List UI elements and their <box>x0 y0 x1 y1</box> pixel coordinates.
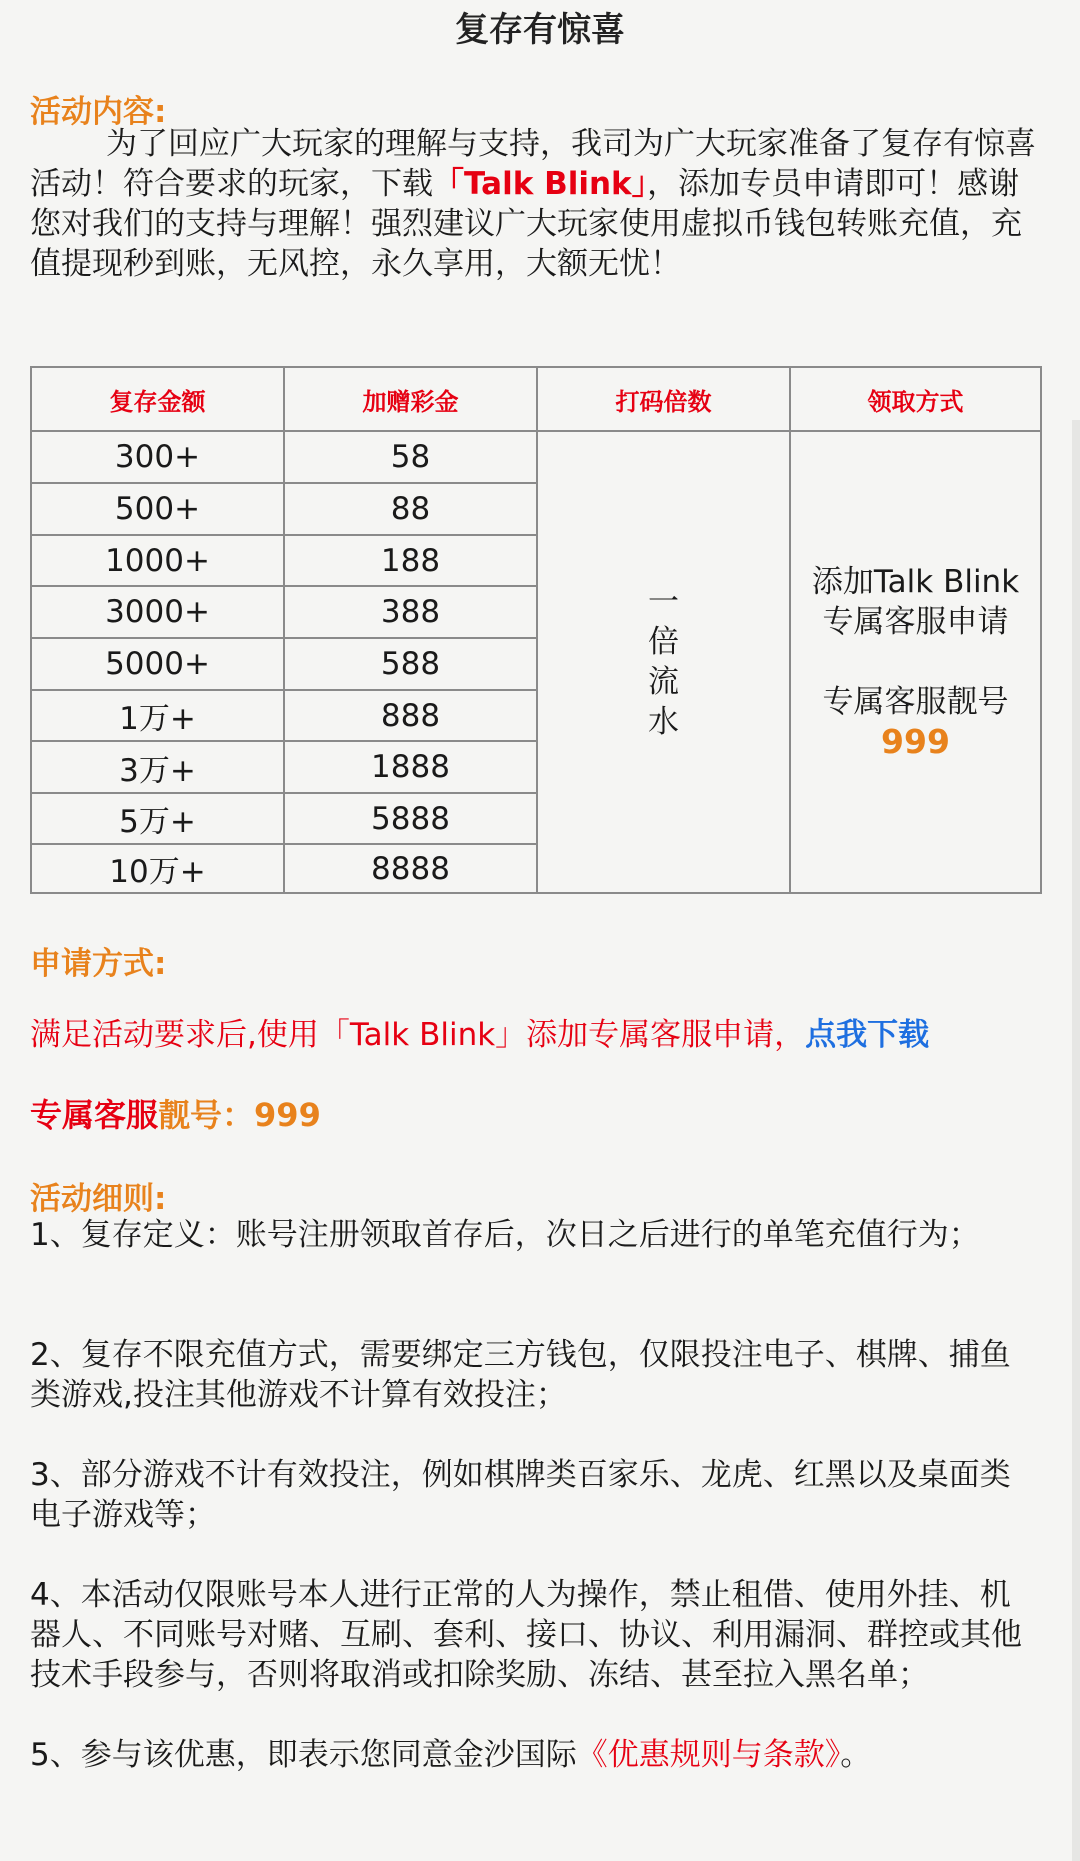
table-cell-amount: 300+ <box>32 432 285 484</box>
table-cell-bonus: 588 <box>285 639 538 691</box>
table-cell-bonus: 1888 <box>285 742 538 794</box>
table-cell-amount: 1000+ <box>32 536 285 587</box>
header-claim-method: 领取方式 <box>791 368 1040 432</box>
table-cell-bonus: 5888 <box>285 794 538 845</box>
multiplier-char: 流 <box>648 664 679 700</box>
table-cell-amount: 3万+ <box>32 742 285 794</box>
claim-number: 999 <box>881 722 950 761</box>
content-heading: 活动内容: <box>30 94 167 130</box>
claim-method-cell <box>791 432 1040 892</box>
claim-line-3: 专属客服靓号 <box>822 684 1009 720</box>
table-cell-bonus: 58 <box>285 432 538 484</box>
content-paragraph <box>30 124 1040 284</box>
rule-3: 3、部分游戏不计有效投注，例如棋牌类百家乐、龙虎、红黑以及桌面类电子游戏等； <box>30 1457 1011 1533</box>
rules-heading: 活动细则: <box>30 1181 167 1217</box>
table-cell-amount: 1万+ <box>32 691 285 742</box>
table-cell-bonus: 188 <box>285 536 538 587</box>
header-multiplier: 打码倍数 <box>538 368 791 432</box>
table-cell-amount: 10万+ <box>32 845 285 892</box>
rule-2: 2、复存不限充值方式，需要绑定三方钱包，仅限投注电子、棋牌、捕鱼类游戏,投注其他游戏不计算有效投注； <box>30 1337 1011 1413</box>
vip-label-orange: 靓号： <box>158 1096 255 1134</box>
table-cell-bonus: 88 <box>285 484 538 536</box>
apply-heading: 申请方式: <box>30 946 167 982</box>
bonus-table <box>30 366 1042 894</box>
table-cell-amount: 5000+ <box>32 639 285 691</box>
multiplier-cell <box>538 432 791 892</box>
scrollbar-track[interactable] <box>1072 420 1080 1861</box>
vip-number: 999 <box>254 1096 321 1134</box>
table-cell-amount: 3000+ <box>32 587 285 639</box>
multiplier-char: 倍 <box>648 624 679 660</box>
app-name: 「Talk Blink」 <box>433 166 648 202</box>
table-cell-amount: 5万+ <box>32 794 285 845</box>
claim-line-1: 添加Talk Blink <box>811 564 1020 600</box>
header-deposit-amount: 复存金额 <box>32 368 285 432</box>
table-cell-amount: 500+ <box>32 484 285 536</box>
header-bonus: 加赠彩金 <box>285 368 538 432</box>
rule-4: 4、本活动仅限账号本人进行正常的人为操作，禁止租借、使用外挂、机器人、不同账号对赌、互刷、套利、接口、协议、利用漏洞、群控或其他技术手段参与，否则将取消或扣除奖励、冻结、甚至拉入黑名单； <box>30 1577 1022 1693</box>
apply-text: 满足活动要求后,使用「Talk Blink」添加专属客服申请， <box>30 1017 806 1053</box>
content-text-before: 为了回应广大玩家的理解与支持，我司为广大玩家准备了复存有惊喜活动！符合要求的玩家，下载 <box>30 126 1036 202</box>
rule-5 <box>30 1735 1040 1775</box>
terms-link[interactable]: 《优惠规则与条款》 <box>576 1737 841 1773</box>
vip-label-red: 专属客服 <box>30 1096 159 1134</box>
rule-1: 1、复存定义：账号注册领取首存后，次日之后进行的单笔充值行为； <box>30 1217 980 1253</box>
download-link[interactable]: 点我下载 <box>805 1017 930 1053</box>
vip-line <box>30 1095 1040 1135</box>
page-title: 复存有惊喜 <box>455 10 625 50</box>
table-cell-bonus: 388 <box>285 587 538 639</box>
multiplier-char: 水 <box>648 704 679 740</box>
multiplier-char: 一 <box>648 584 679 620</box>
content-text-after: ，添加专员申请即可！感谢您对我们的支持与理解！强烈建议广大玩家使用虚拟币钱包转账充值，充值提现秒到账，无风控，永久享用，大额无忧！ <box>30 166 1022 282</box>
table-cell-bonus: 888 <box>285 691 538 742</box>
rule-5-end: 。 <box>840 1737 872 1773</box>
apply-paragraph <box>30 1015 1070 1055</box>
claim-line-2: 专属客服申请 <box>822 604 1009 640</box>
rule-5-text: 5、参与该优惠，即表示您同意金沙国际 <box>30 1737 577 1773</box>
table-cell-bonus: 8888 <box>285 845 538 892</box>
